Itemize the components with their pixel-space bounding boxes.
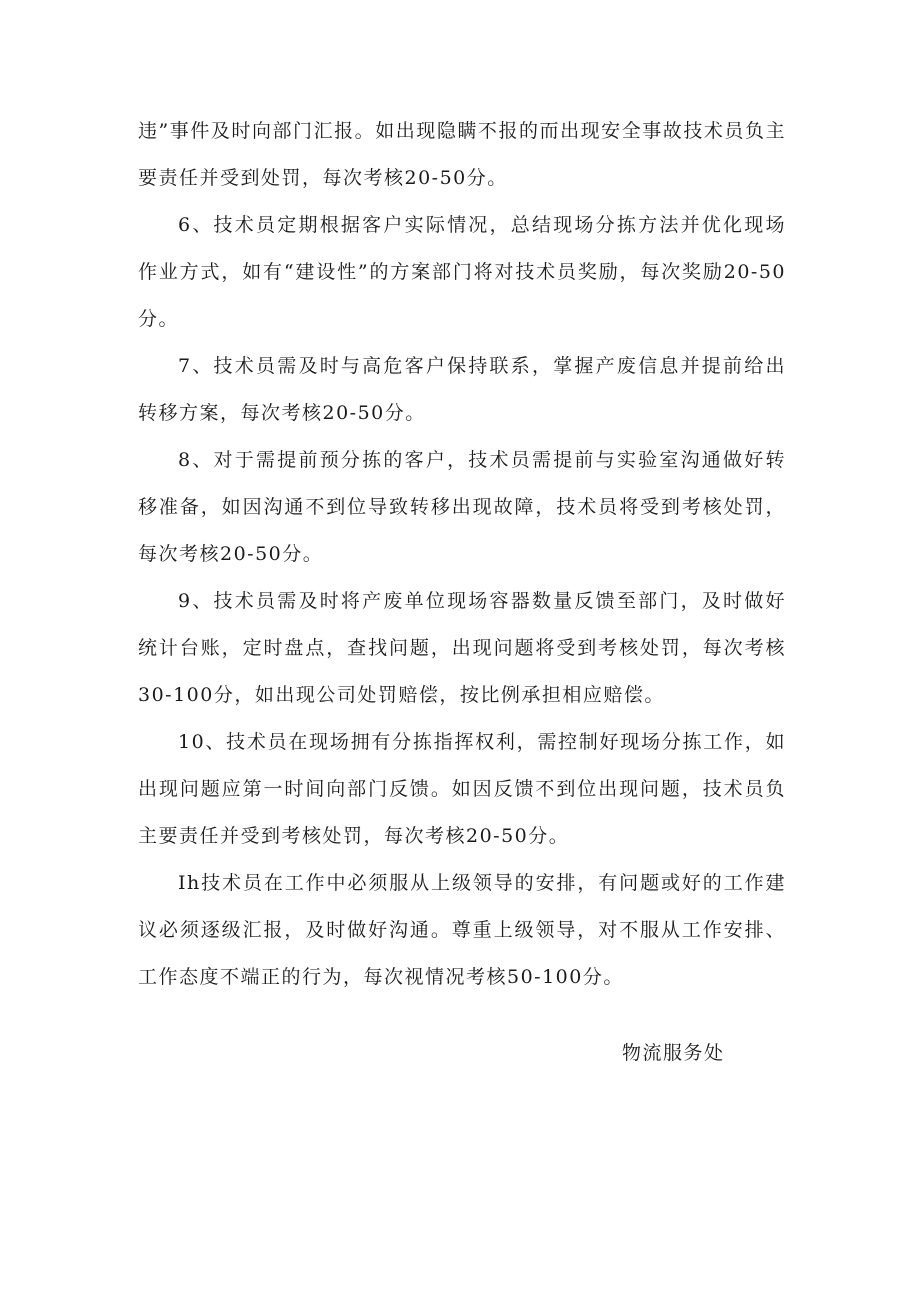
paragraph-item-8: 8、对于需提前预分拣的客户，技术员需提前与实验室沟通做好转移准备，如因沟通不到位导致转移出现故障，技术员将受到考核处罚，每次考核20-50分。 [138,449,786,565]
paragraph-item-10: 10、技术员在现场拥有分拣指挥权利，需控制好现场分拣工作，如出现问题应第一时间向部门反馈。如因反馈不到位出现问题，技术员负主要责任并受到考核处罚，每次考核20-50分。 [138,731,786,847]
signature-department: 物流服务处 [622,1042,725,1064]
document-body [138,108,786,1001]
paragraph-item-7: 7、技术员需及时与高危客户保持联系，掌握产废信息并提前给出转移方案，每次考核20-50分。 [138,355,786,424]
paragraph-item-6: 6、技术员定期根据客户实际情况，总结现场分拣方法并优化现场作业方式，如有“建设性”的方案部门将对技术员奖励，每次奖励20-50分。 [138,214,786,330]
paragraph-continuation: 违”事件及时向部门汇报。如出现隐瞒不报的而出现安全事故技术员负主要责任并受到处罚，每次考核20-50分。 [138,120,786,189]
paragraph-item-11: Ih技术员在工作中必须服从上级领导的安排，有问题或好的工作建议必须逐级汇报，及时做好沟通。尊重上级领导，对不服从工作安排、工作态度不端正的行为，每次视情况考核50-100分。 [138,872,786,988]
paragraph-item-9: 9、技术员需及时将产废单位现场容器数量反馈至部门，及时做好统计台账，定时盘点，查找问题，出现问题将受到考核处罚，每次考核30-100分，如出现公司处罚赔偿，按比例承担相应赔偿。 [138,590,786,706]
